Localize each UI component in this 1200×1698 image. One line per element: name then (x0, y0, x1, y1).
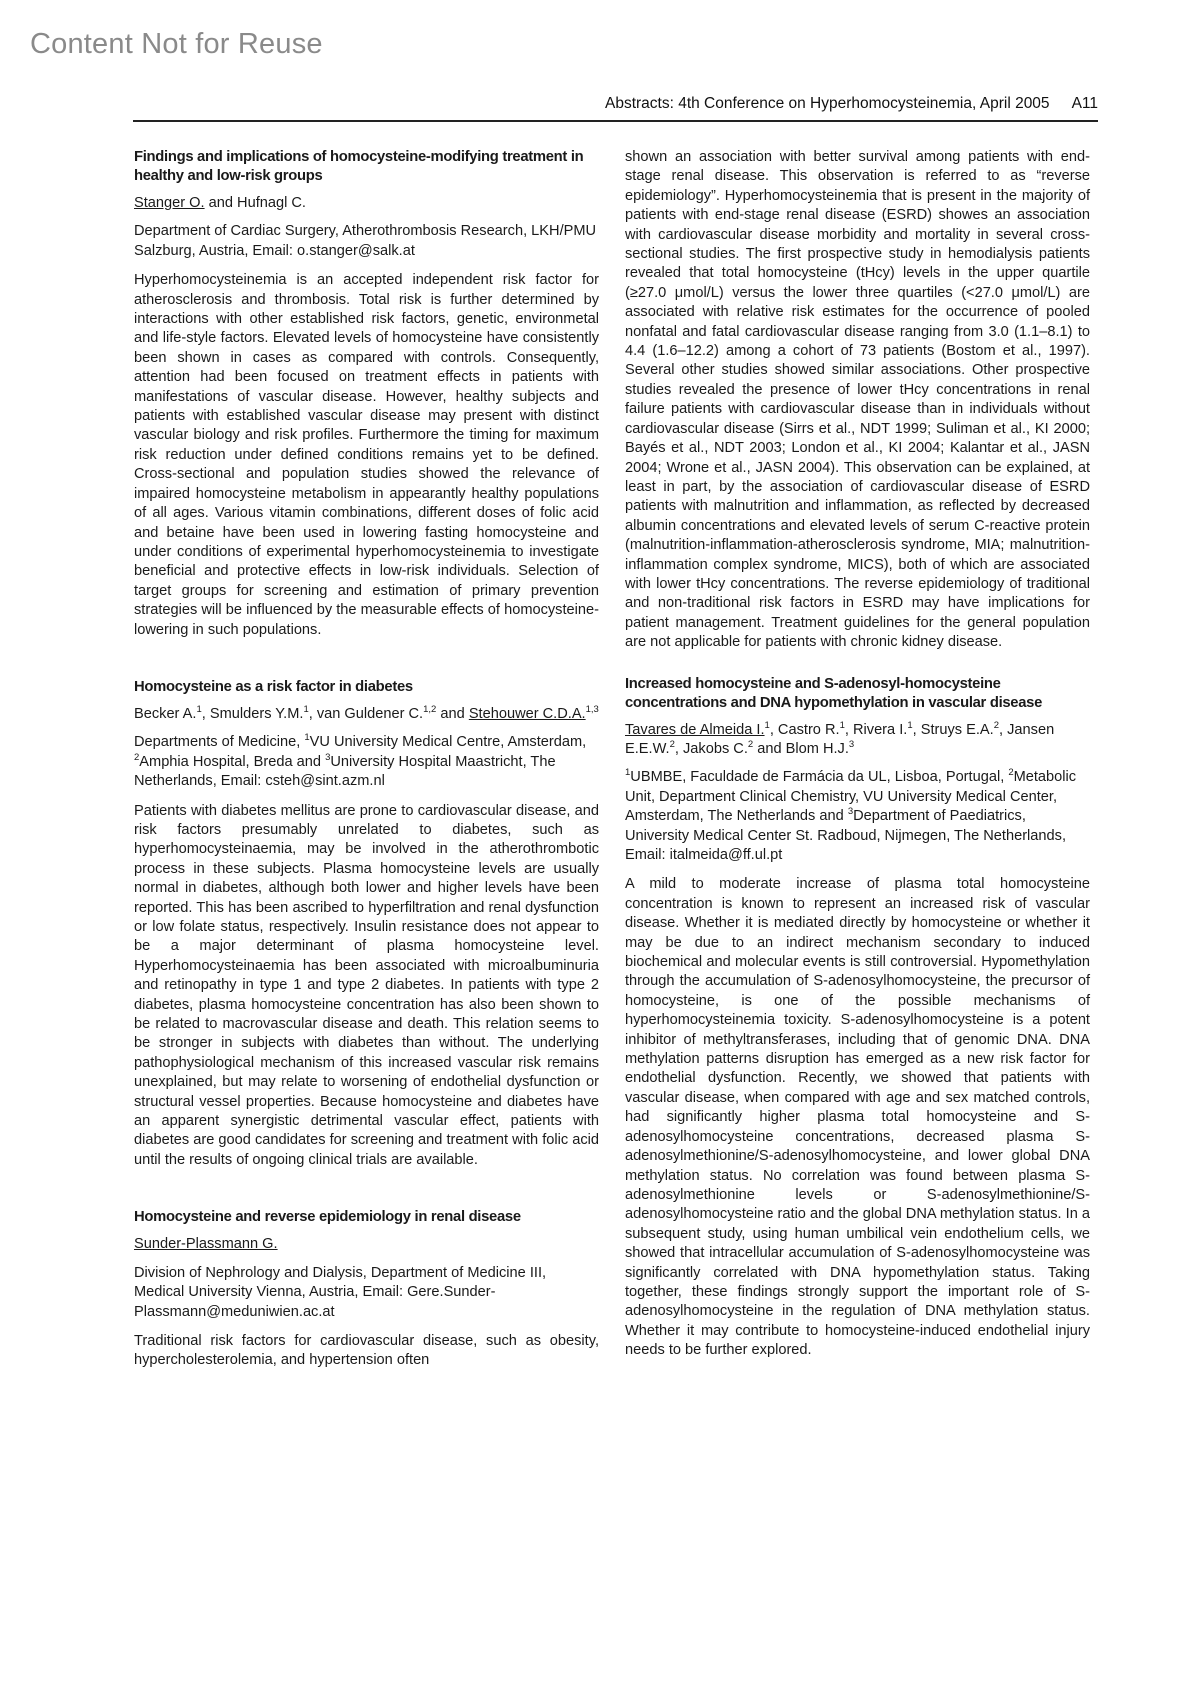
author-joiner: and (436, 705, 469, 722)
affil-text: Department of Paediatrics, University Medical Center St. Radboud, Nijmegen, The Netherlands, Email: italmeida@ff.ul.pt (625, 808, 1066, 863)
abstract-body-part1: Traditional risk factors for cardiovascular disease, such as obesity, hypercholesterolemia, and hypertension often (134, 1332, 599, 1369)
presenting-author: Sunder-Plassmann G. (134, 1236, 278, 1253)
running-title: Abstracts: 4th Conference on Hyperhomocysteinemia, April 2005 (604, 95, 1050, 112)
affil-text: Amphia Hospital, Breda and (139, 753, 326, 770)
abstract-authors (134, 705, 599, 724)
abstract-body-continued: shown an association with better survival among patients with end-stage renal disease. This observation is referred to as “reverse epidemiology”. Hyperhomocysteinemia that is present in the majority of patients with end-stage renal disease (ESRD) showes an association with cardiovascular disease morbidity and mortality in several cross-sectional studies. The first prospective study in hemodialysis patients revealed that total homocysteine (tHcy) levels in the upper quartile (≥27.0 μmol/L) versus the lower three quartiles (<27.0 μmol/L) are associated with relative risk estimates for the occurrence of pooled nonfatal and fatal cardiovascular disease ranging from 3.0 (1.1–8.1) to 4.4 (1.6–12.2) among a cohort of 73 patients (Bostom et al., 1997). Several other studies showed similar associations. Other prospective studies revealed the presence of lower tHcy concentrations in renal failure patients with cardiovascular disease than in individuals without cardiovascular disease (Sirrs et al., NDT 1999; Suliman et al., KI 2000; Bayés et al., NDT 2003; London et al., KI 2004; Kalantar et al., JASN 2004; Wrone et al., JASN 2004). This observation can be explained, at least in part, by the association of cardiovascular disease of ESRD patients with malnutrition and inflammation, as reflected by decreased albumin concentrations and elevated levels of serum C-reactive protein (malnutrition-inflammation-atherosclerosis syndrome, MIA; malnutrition-inflammation complex syndrome, MICS), both of which are associated with lower tHcy concentrations. The reverse epidemiology of traditional and non-traditional risk factors in ESRD may have implications for patient management. Treatment guidelines for the general population are not applicable for patients with chronic kidney disease. (625, 149, 1090, 651)
affil-text: Metabolic Unit, Department Clinical Chemistry, VU University Medical Center, Amsterdam, The Netherlands and (625, 769, 1077, 825)
left-column (134, 148, 599, 1371)
abstract-affiliation (134, 733, 599, 791)
abstract-title: Homocysteine as a risk factor in diabetes (134, 678, 413, 695)
affil-text: University Hospital Maastricht, The Netherlands, Email: csteh@sint.azm.nl (134, 753, 556, 790)
section-spacer (134, 640, 599, 678)
author-name: , Jansen E.E.W. (625, 721, 1055, 757)
author-name: , Rivera I. (844, 721, 908, 738)
co-authors: and Hufnagl C. (204, 195, 306, 211)
abstract-tavares (625, 675, 1090, 1361)
abstract-authors (625, 721, 1090, 760)
author-sup: 2 (747, 739, 754, 751)
abstract-authors (134, 194, 599, 213)
affil-sup: 3 (847, 806, 854, 818)
author-sup: 3 (848, 739, 855, 751)
running-header (133, 95, 1098, 113)
header-rule (133, 120, 1098, 122)
abstract-authors (134, 1235, 599, 1254)
abstract-stanger (134, 148, 599, 640)
author-sup: 1 (196, 704, 202, 716)
abstract-title: Increased homocysteine and S-adenosyl-homocysteine concentrations and DNA hypomethylation in vascular disease (625, 675, 1043, 711)
author-name: , Struys E.A. (912, 721, 994, 738)
watermark-text: Content Not for Reuse (30, 28, 323, 60)
author-sup: 1,3 (585, 704, 599, 716)
presenting-author: Stanger O. (134, 195, 205, 211)
author-name: Becker A. (134, 705, 197, 722)
affil-sup: 2 (134, 751, 140, 763)
section-spacer (134, 1170, 599, 1208)
abstract-becker (134, 678, 599, 1170)
author-sup: 1 (907, 719, 913, 731)
affil-text: VU University Medical Centre, Amsterdam, (309, 734, 587, 751)
affil-text: Departments of Medicine, (134, 734, 305, 751)
presenting-author: Tavares de Almeida I. (625, 721, 765, 738)
abstract-affiliation: Department of Cardiac Surgery, Atherothrombosis Research, LKH/PMU Salzburg, Austria, Email: o.stanger@salk.at (134, 223, 597, 259)
abstract-title: Findings and implications of homocysteine-modifying treatment in healthy and low-risk groups (134, 149, 584, 184)
abstract-title: Homocysteine and reverse epidemiology in renal disease (134, 1209, 521, 1226)
abstract-body: Hyperhomocysteinemia is an accepted independent risk factor for atherosclerosis and thrombosis. Total risk is further determined by interactions with other established risk factors, genetic, environmetal and life-style factors. Elevated levels of homocysteine have consistently been shown in cases as compared with controls. Consequently, attention had been focused on treatment effects in patients with manifestations of vascular disease. However, healthy subjects and patients with established vascular disease may present with distinct vascular biology and risk profiles. Furthermore the timing for maximum risk reduction under defined conditions remains yet to be defined. Cross-sectional and population studies showed the relevance of impaired homocysteine metabolism in appearantly healthy populations of all ages. Various vitamin combinations, different doses of folic acid and betaine have been used in lowering fasting homocysteine and under conditions of experimental hyperhomocysteinemia to investigate beneficial and protective effects in low-risk individuals. Selection of target groups for screening and estimation of primary prevention strategies will be influenced by the measurable effects of homocysteine-lowering in such populations. (134, 272, 599, 638)
author-name: , van Guldener C. (308, 705, 424, 722)
abstract-body: A mild to moderate increase of plasma total homocysteine concentration is known to represent an increased risk of vascular disease. Whether it is mediated directly by homocysteine or whether it may be due to an indirect mechanism secondary to induced biochemical and molecular events is still controversial. Hypomethylation through the accumulation of S-adenosylhomocysteine, the precursor of homocysteine, is one of the possible mechanisms of hyperhomocysteinemia toxicity. S-adenosylhomocysteine is a potent inhibitor of methyltransferases, including that of genomic DNA. DNA methylation patterns disruption has emerged as a new risk factor for endothelial dysfunction. Recently, we showed that patients with vascular disease, when compared with age and sex matched controls, had significantly higher plasma total homocysteine and S-adenosylhomocysteine concentrations, decreased plasma S-adenosylmethionine/S-adenosylhomocysteine, and lower global DNA methylation status. No correlation was found between plasma S-adenosylmethionine levels or S-adenosylmethionine/S-adenosylhomocysteine ratio and the global DNA methylation status. In a subsequent study, using human umbilical vein endothelium cells, we showed that intracellular accumulation of S-adenosylhomocysteine was significantly correlated with DNA hypomethylation status. Taking together, these findings strongly support the important role of S-adenosylhomocysteine in the regulation of DNA methylation status. Whether it may contribute to homocysteine-induced endothelial injury needs to be further explored. (625, 876, 1090, 1359)
section-spacer (625, 653, 1090, 675)
abstract-affiliation: Division of Nephrology and Dialysis, Department of Medicine III, Medical University Vienna, Austria, Email: Gere.Sunder-Plassmann@meduniwien.ac.at (134, 1264, 547, 1320)
affil-text: UBMBE, Faculdade de Farmácia da UL, Lisboa, Portugal, (630, 769, 1009, 786)
author-sup: 2 (993, 719, 1000, 731)
author-name: , Smulders Y.M. (201, 705, 304, 722)
affil-sup: 1 (625, 767, 631, 779)
abstract-sunder-plassmann (134, 1208, 599, 1370)
author-sup: 1,2 (423, 704, 437, 716)
author-sup: 1 (839, 719, 845, 731)
author-sup: 1 (303, 704, 309, 716)
presenting-author: Stehouwer C.D.A. (468, 705, 586, 722)
author-name: , Jakobs C. (674, 740, 748, 757)
affil-sup: 3 (325, 751, 331, 763)
author-name: , Castro R. (769, 721, 840, 738)
author-sup: 2 (669, 739, 675, 751)
author-sup: 1 (764, 719, 770, 731)
author-name: and Blom H.J. (753, 740, 849, 757)
abstract-body: Patients with diabetes mellitus are prone to cardiovascular disease, and risk factors presumably unrelated to diabetes, such as hyperhomocysteinaemia, may be involved in the atherothrombotic process in these subjects. Plasma homocysteine levels are usually normal in diabetes, although both lower and higher levels have been reported. This has been ascribed to hyperfiltration and renal dysfunction or low folate status, respectively. Insulin resistance does not appear to be a major determinant of plasma homocysteine level. Hyperhomocysteinaemia has been associated with microalbuminuria and retinopathy in type 1 and type 2 diabetes. In patients with type 2 diabetes, plasma homocysteine concentration has also been shown to be related to macrovascular disease and death. This relation seems to be stronger in subjects with diabetes than without. The underlying pathophysiological mechanism of this increased vascular risk remains unexplained, but may relate to worsening of endothelial dysfunction or structural vessel properties. Because homocysteine and diabetes have an apparent synergistic detrimental vascular effect, patients with diabetes are good candidates for screening and treatment with folic acid until the results of ongoing clinical trials are available. (134, 802, 599, 1168)
abstract-affiliation (625, 768, 1090, 865)
affil-sup: 1 (304, 732, 310, 744)
right-column (625, 148, 1090, 1361)
page-number: A11 (1071, 95, 1098, 112)
affil-sup: 2 (1008, 767, 1014, 779)
